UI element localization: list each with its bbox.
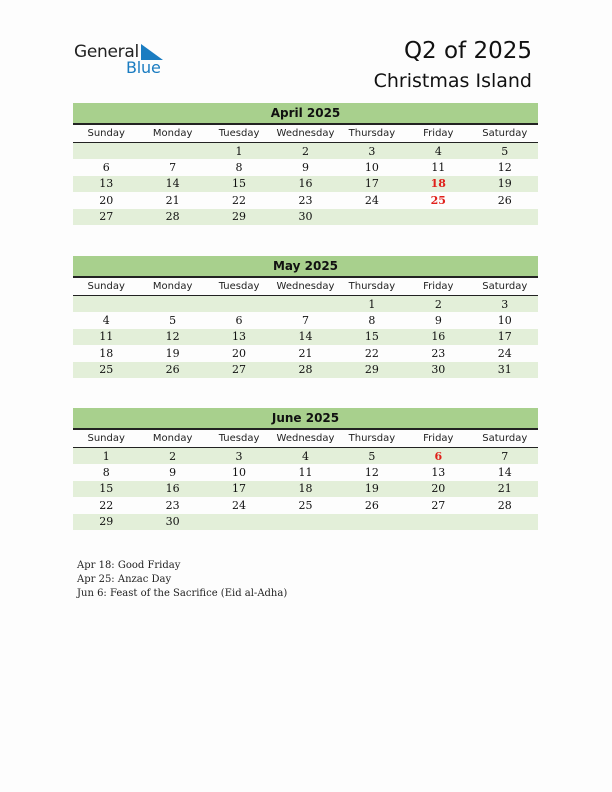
weekday-label: Tuesday [206, 430, 272, 448]
week-row [73, 312, 538, 328]
day-cell: 28 [272, 362, 338, 378]
day-cell: 18 [99, 346, 114, 360]
day-cell: 5 [472, 143, 538, 160]
calendar-grid [73, 278, 538, 378]
day-cell [73, 296, 139, 313]
day-cell: 20 [99, 193, 114, 207]
day-cell: 30 [272, 209, 338, 225]
weekday-header-row [73, 430, 538, 448]
holiday-notes [77, 559, 287, 601]
day-cell: 16 [272, 176, 338, 192]
month-calendar-april [73, 103, 538, 225]
day-cell: 12 [497, 161, 512, 175]
weekday-label: Sunday [73, 125, 139, 143]
day-cell: 6 [235, 314, 243, 328]
day-cell: 13 [73, 176, 139, 192]
weekday-label: Sunday [73, 278, 139, 296]
weekday-label: Friday [405, 125, 471, 143]
day-cell: 2 [405, 296, 471, 313]
page-subtitle: Christmas Island [373, 70, 532, 92]
weekday-label: Monday [139, 278, 205, 296]
day-cell: 4 [405, 143, 471, 160]
logo-text-blue: Blue [126, 58, 161, 77]
holiday-note: Apr 25: Anzac Day [77, 574, 172, 585]
day-cell: 4 [272, 448, 338, 465]
weekday-label: Saturday [472, 278, 538, 296]
weekday-label: Sunday [73, 430, 139, 448]
day-cell: 2 [139, 448, 205, 465]
week-row [73, 362, 538, 378]
day-cell: 11 [298, 466, 313, 480]
day-cell: 20 [405, 481, 471, 497]
day-cell: 19 [165, 346, 180, 360]
day-cell: 26 [497, 193, 512, 207]
day-cell: 23 [165, 498, 180, 512]
day-cell [139, 296, 205, 313]
day-cell: 6 [102, 161, 110, 175]
day-cell [73, 143, 139, 160]
day-cell: 24 [364, 193, 379, 207]
weekday-label: Monday [139, 430, 205, 448]
weekday-label: Saturday [472, 125, 538, 143]
day-cell [339, 514, 405, 530]
calendar-grid [73, 430, 538, 530]
day-cell: 23 [298, 193, 313, 207]
day-cell: 17 [472, 329, 538, 345]
day-cell: 10 [232, 466, 247, 480]
day-cell: 12 [364, 466, 379, 480]
day-cell: 11 [431, 161, 446, 175]
week-row [73, 514, 538, 530]
day-cell: 30 [405, 362, 471, 378]
weekday-header-row [73, 125, 538, 143]
day-cell: 10 [364, 161, 379, 175]
month-title: June 2025 [73, 408, 538, 430]
weekday-header-row [73, 278, 538, 296]
day-cell: 28 [139, 209, 205, 225]
weekday-label: Tuesday [206, 278, 272, 296]
day-cell: 12 [139, 329, 205, 345]
day-cell: 10 [497, 314, 512, 328]
month-calendar-may [73, 256, 538, 378]
day-cell: 19 [472, 176, 538, 192]
day-cell: 18 [272, 481, 338, 497]
day-cell: 18 [405, 176, 471, 192]
day-cell: 17 [206, 481, 272, 497]
day-cell: 8 [102, 466, 110, 480]
day-cell: 16 [405, 329, 471, 345]
weekday-label: Thursday [339, 278, 405, 296]
day-cell: 17 [339, 176, 405, 192]
day-cell: 28 [497, 498, 512, 512]
page-title: Q2 of 2025 [403, 38, 532, 64]
day-cell: 11 [73, 329, 139, 345]
day-cell: 25 [73, 362, 139, 378]
week-row [73, 329, 538, 345]
day-cell: 2 [272, 143, 338, 160]
day-cell: 9 [169, 466, 177, 480]
logo-text-general: General [74, 42, 139, 62]
day-cell: 14 [139, 176, 205, 192]
holiday-note: Jun 6: Feast of the Sacrifice (Eid al-Adha) [77, 588, 288, 599]
day-cell [405, 209, 471, 225]
day-cell [472, 514, 538, 530]
day-cell: 24 [232, 498, 247, 512]
day-cell: 25 [298, 498, 313, 512]
day-cell: 9 [301, 161, 309, 175]
day-cell: 3 [472, 296, 538, 313]
day-cell: 16 [139, 481, 205, 497]
day-cell: 15 [206, 176, 272, 192]
weekday-label: Friday [405, 278, 471, 296]
week-row [73, 192, 538, 208]
day-cell: 21 [165, 193, 180, 207]
day-cell: 13 [431, 466, 446, 480]
day-cell: 5 [169, 314, 177, 328]
day-cell: 3 [206, 448, 272, 465]
day-cell: 8 [235, 161, 243, 175]
holiday-note: Apr 18: Good Friday [77, 560, 181, 571]
weekday-label: Saturday [472, 430, 538, 448]
day-cell: 27 [73, 209, 139, 225]
day-cell: 7 [301, 314, 309, 328]
week-row [73, 345, 538, 361]
day-cell: 20 [232, 346, 247, 360]
day-cell: 7 [169, 161, 177, 175]
weekday-label: Friday [405, 430, 471, 448]
generalblue-logo [74, 42, 174, 78]
weekday-label: Thursday [339, 125, 405, 143]
week-row [73, 159, 538, 175]
week-row [73, 448, 538, 465]
day-cell: 6 [405, 448, 471, 465]
day-cell [472, 209, 538, 225]
week-row [73, 481, 538, 497]
weekday-label: Monday [139, 125, 205, 143]
day-cell [272, 514, 338, 530]
weekday-label: Tuesday [206, 125, 272, 143]
day-cell: 1 [73, 448, 139, 465]
week-row [73, 296, 538, 313]
day-cell: 29 [206, 209, 272, 225]
week-row [73, 464, 538, 480]
day-cell: 14 [272, 329, 338, 345]
day-cell: 25 [430, 193, 446, 207]
weekday-label: Wednesday [272, 125, 338, 143]
day-cell [339, 209, 405, 225]
day-cell: 1 [339, 296, 405, 313]
week-row [73, 143, 538, 160]
day-cell: 9 [434, 314, 442, 328]
week-row [73, 497, 538, 513]
weekday-label: Wednesday [272, 278, 338, 296]
weekday-label: Thursday [339, 430, 405, 448]
day-cell: 3 [339, 143, 405, 160]
day-cell: 8 [368, 314, 376, 328]
month-title: May 2025 [73, 256, 538, 278]
day-cell [272, 296, 338, 313]
day-cell: 21 [298, 346, 313, 360]
day-cell [139, 143, 205, 160]
day-cell: 23 [431, 346, 446, 360]
day-cell: 13 [206, 329, 272, 345]
day-cell: 27 [206, 362, 272, 378]
day-cell: 7 [472, 448, 538, 465]
week-row [73, 209, 538, 225]
day-cell: 22 [99, 498, 114, 512]
day-cell: 26 [364, 498, 379, 512]
day-cell: 1 [206, 143, 272, 160]
day-cell: 14 [497, 466, 512, 480]
day-cell: 30 [139, 514, 205, 530]
calendar-grid [73, 125, 538, 225]
day-cell: 15 [339, 329, 405, 345]
day-cell: 29 [339, 362, 405, 378]
week-row [73, 176, 538, 192]
month-title: April 2025 [73, 103, 538, 125]
day-cell: 19 [339, 481, 405, 497]
day-cell: 22 [364, 346, 379, 360]
day-cell: 21 [472, 481, 538, 497]
day-cell: 29 [73, 514, 139, 530]
day-cell: 5 [339, 448, 405, 465]
day-cell: 4 [102, 314, 110, 328]
day-cell: 27 [431, 498, 446, 512]
day-cell: 15 [73, 481, 139, 497]
month-calendar-june [73, 408, 538, 530]
day-cell: 24 [497, 346, 512, 360]
day-cell [405, 514, 471, 530]
day-cell [206, 514, 272, 530]
day-cell: 26 [139, 362, 205, 378]
day-cell: 31 [472, 362, 538, 378]
day-cell [206, 296, 272, 313]
weekday-label: Wednesday [272, 430, 338, 448]
day-cell: 22 [232, 193, 247, 207]
